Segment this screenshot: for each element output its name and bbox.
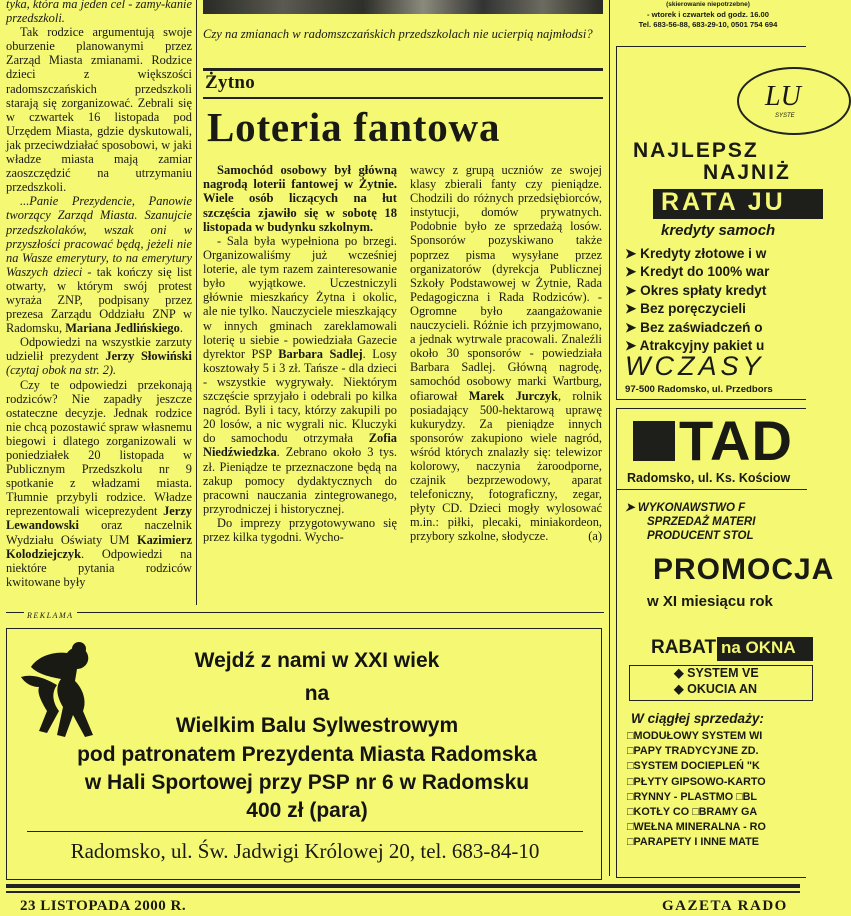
column-divider-left [196,0,197,605]
section-label: Żytno [205,72,256,93]
ad-line-1: Wejdź z nami w XXI wiek [194,649,440,672]
ball-ad [6,628,602,880]
footer-rule-1 [6,884,800,888]
wczasy-text: WCZASY [625,351,765,381]
tad-product: □KOTŁY CO □BRAMY GA [627,806,758,819]
tad-product: □RYNNY - PLASTMO □BL [627,790,758,803]
credit-subheading: kredyty samoch [661,222,776,239]
tad-sale-heading: W ciągłej sprzedaży: [631,711,764,726]
left-para-3: Odpowiedzi na wszystkie zarzuty udzielił prezydent Jerzy Słowiński (czytaj obok na str. 2). [6,335,192,378]
tad-ad [616,408,835,878]
left-column [6,0,192,589]
credit-ad [616,46,806,400]
credit-logo-text: LU [765,81,801,112]
tad-systems-box [629,665,813,701]
credit-list [625,245,769,355]
footer-date: 23 LISTOPADA 2000 R. [20,898,187,914]
credit-item: ➤ Bez poręczycieli [625,301,746,317]
notice-line-1: (skierowanie niepotrzebne) [666,1,750,8]
left-para-4: Czy te odpowiedzi przekonają rodziców? Nie zapadły jeszcze ostateczne decyzje. Jednak rodzice nie chcą pozostawić spraw własnemu biegowi i dlatego zorganizowali w poniedziałek 20 listopada w Publicznym Przedszkolu nr 9 spotkanie z władzami miasta. Tłumnie przybyli rodzice. Władze reprezentowali wiceprezydent Jerzy Lewandowski oraz naczelnik Wydziału Oświaty UM Kazimierz Kolodziejczyk. Odpowiedzi na niektóre pytania rodziców kwitowane były [6,377,192,589]
credit-heading-2: NAJNIŻ [703,161,791,184]
tad-product: □PAPY TRADYCYJNE ZD. [627,745,759,758]
tad-logo-icon [633,421,675,461]
tad-month: w XI miesiącu rok [647,593,773,610]
notice-line-2: - wtorek i czwartek od godz. 16.00 [647,10,769,19]
tad-product-list [627,729,766,851]
article-signature: (a) [588,529,602,544]
tad-rule [617,489,807,490]
article-col-1 [203,163,397,544]
photo-caption: Czy na zmianach w radomszczańskich przedszkolach nie ucierpią najmłodsi? [203,27,593,41]
tad-service: ➤ WYKONAWSTWO F [625,502,746,514]
notice-line-3: Tel. 683-56-88, 683-29-10, 0501 754 694 [638,20,778,29]
credit-banner-text: RATA JU [661,188,786,216]
tad-product: □WEŁNA MINERALNA - RO [627,821,766,834]
credit-item: ➤ Kredyty złotowe i w [625,246,767,261]
tad-rabat-tail: na OKNA [721,638,796,657]
column-divider-right [609,0,610,876]
ad-inner-rule [27,831,583,832]
ad-line-4: pod patronatem Prezydenta Miasta Radomska [77,743,537,766]
tad-system-item: ◆ OKUCIA AN [674,681,758,696]
article-body-1: - Sala była wypełniona po brzegi. Organizowaliśmy już wcześniej loterie, ale tym razem zainteresowanie było wyjątkowe. Uczestniczyli głównie mieszkańcy Żytna i okolic, ale nie tylko. Nauczyciele mieszkający w innych gminach zareklamowali loterię u siebie - powiedziała Gazecie dyrektor PSP Barbara Sadlej. Losy kosztowały 5 i 3 zł. Tańsze - dla dzieci - wszystkie wygrywały. Niektórym szczęście sprzyjało i odebrali po kilka nagród. Byli i tacy, którzy zakupili po 20 losów, a nic wygrali nic. Kluczyki do samochodu otrzymała Zofia Niedźwiedzka. Zebrano około 3 tys. zł. Pieniądze te przeznaczone będą na zakup pomocy dydaktycznych do pracowni nauczania zintegrowanego, przyrodniczej i historycznej. [203,234,398,516]
ad-line-2: na [304,682,330,705]
credit-logo-small: SYSTE [775,113,795,119]
credit-item: ➤ Bez zaświadczeń o [625,319,763,335]
tad-system-item: ◆ SYSTEM VE [674,666,759,680]
left-para-1: Tak rodzice argumentują swoje oburzenie planowanymi przez Zarząd Miasta zmianami. Rodzice dzieci z większości radomszczańskich przedszkoli starają się zorganizować. Zebrali się w czwartek 16 listopada pod Urzędem Miasta, gdzie dyskutowali, jak przeciwdziałać sposobowi, w jaki władze miasta mają zamiar zaoszczędzić na utrzymaniu przedszkoli. [6,25,192,195]
footer-rule-2 [6,891,800,893]
tad-product: □MODUŁOWY SYSTEM WI [627,730,763,742]
top-notice [616,0,800,30]
left-para-0: tyka, która ma jeden cel - zamy-kanie przedszkoli. [6,0,192,26]
credit-item: ➤ Atrakcyjny pakiet u [625,338,765,354]
section-underline [203,97,603,99]
article-title: Loteria fantowa [207,104,501,150]
article-body-3: wawcy z grupą uczniów ze swojej klasy zbierali fanty czy pieniądze. Chodzili do różnych przedsiębiorców, instytucji, domów prywatnych. Podobnie było ze sprzedażą losów. Sponsorów pozyskiwano także poprzez pisma wysyłane przez organizatorów (dyrekcja Publicznej Szkoły Podstawowej w Żytnie, Rada Pedagogiczna i Rada Rodziców). - Ogromne było zaangażowanie nauczycieli. Różnie ich przyjmowano, a jednak wytrwale pracowali. Znaleźli około 30 sponsorów - powiedziała Barbara Sadlej. Główną nagrodę, samochód osobowy marki Wartburg, ofiarował Marek Jurczyk, rolnik posiadający 500-hektarową uprawę kukurydzy. Za pieniądze innych sponsorów zakupiono wiele nagród, wśród których znalazły się: telewizor kolorowy, naczynia żaroodporne, czajnik bezprzewodowy, aparat telefoniczny, fotograficzny, zegar, płyty CD. Dzieci mogły wylosować m.in.: piłki, plecaki, miniakordeon, przybory szkolne, słodycze. (a) [410,163,602,544]
tad-product: □SYSTEM DOCIEPLEŃ "K [627,760,760,773]
article-body-2: Do imprezy przygotowywano się przez kilka tygodni. Wycho- [203,515,397,544]
article-col-2 [410,163,602,544]
ad-top-rule [6,612,604,613]
ad-label: REKLAMA [24,611,77,620]
tad-service: PRODUCENT STOL [647,530,754,543]
credit-address: 97-500 Radomsko, ul. Przedbors [625,384,773,395]
tad-services [625,501,756,544]
tad-service: SPRZEDAŻ MATERI [647,516,756,529]
tad-promo: PROMOCJA [653,553,835,586]
left-para-2: ...Panie Prezydencie, Panowie tworzący Zarząd Miasta. Szanujcie przedszkolaków, wszak oni w przyszłości pracować będą, jeżeli nie na Wasze emerytury, to na emerytury Waszych dzieci - tak kończy się list otwarty, w którym swój protest wyraża ZNP, podpisany przez prezesa Zarządu Oddziału ZNP w Radomsku, Mariana Jedlińskiego. [6,194,193,336]
ad-line-6: 400 zł (para) [246,799,368,822]
ad-line-3: Wielkim Balu Sylwestrowym [175,714,459,737]
ad-contact: Radomsko, ul. Św. Jadwigi Królowej 20, tel. 683-84-10 [70,839,540,863]
credit-heading-1: NAJLEPSZ [633,139,759,162]
tad-rabat: RABAT [651,637,717,658]
footer-paper-name: GAZETA RADO [662,898,788,914]
photo-strip [203,0,603,14]
credit-item: ➤ Kredyt do 100% war [625,264,770,280]
tad-product: □PARAPETY I INNE MATE [627,836,759,849]
tad-logo-text: TAD [679,409,793,472]
tad-address: Radomsko, ul. Ks. Kościow [627,471,791,485]
tad-product: □PŁYTY GIPSOWO-KARTO [627,775,766,788]
credit-item: ➤ Okres spłaty kredyt [625,282,767,298]
article-lead: Samochód osobowy był główną nagrodą loterii fantowej w Żytnie. Wiele osób liczących na łut szczęścia zjawiło się w sobotę 18 listopada w budynku szkolnym. [203,163,397,234]
section-rule [203,68,603,71]
ad-line-5: w Hali Sportowej przy PSP nr 6 w Radomsku [84,771,530,794]
